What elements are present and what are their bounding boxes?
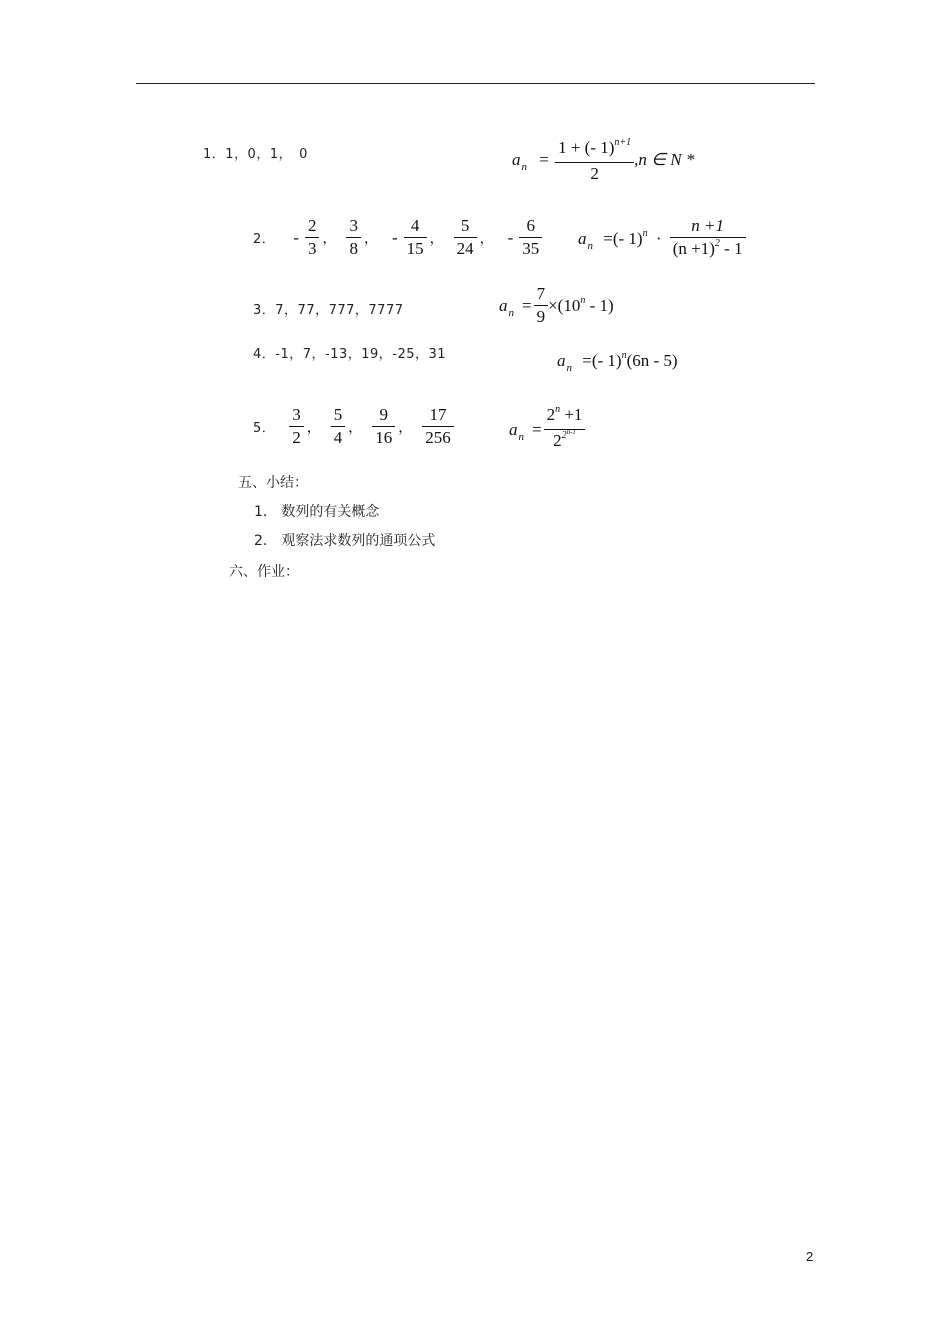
item-4-sequence: 4．-1，7，-13，19，-25，31 xyxy=(253,347,447,362)
item-1-sequence: 1．1，0，1， 0 xyxy=(203,147,308,162)
fraction: $\frac{3}{8}$ xyxy=(346,216,361,259)
summary-heading: 五、小结： xyxy=(238,475,308,491)
item-5-fraction: $\frac{2^n +1}{2^{2n-1}}$ xyxy=(544,405,586,454)
item-3-formula: $a_n$ = $\frac{7}{9}$ $\times(10^n - 1)$ xyxy=(499,284,614,326)
item-3-fraction: $\frac{7}{9}$ xyxy=(534,284,549,327)
fraction: $\frac{4}{15}$ xyxy=(404,216,427,259)
item-3-sequence: 3．7，77，777，7777 xyxy=(253,303,404,318)
fraction: $\frac{5}{4}$ xyxy=(331,405,346,448)
header-rule xyxy=(136,83,815,84)
fraction: $\frac{5}{24}$ xyxy=(454,216,477,259)
fraction: $\frac{3}{2}$ xyxy=(289,405,304,448)
item-5-formula: $a_n$ = $\frac{2^n +1}{2^{2n-1}}$ xyxy=(509,405,585,454)
item-1-formula: $a_n$ = $\frac{1 + (- 1)^{n+1}}{2}$ ,n ∈ N * xyxy=(512,137,695,183)
item-4-formula: $a_n$ =(- 1)$^n$(6n - 5) xyxy=(557,350,678,374)
fraction: $\frac{9}{16}$ xyxy=(372,405,395,448)
fraction: $\frac{17}{256}$ xyxy=(422,405,454,448)
fraction: $\frac{6}{35}$ xyxy=(519,216,542,259)
page-number: 2 xyxy=(806,1249,814,1264)
item-2-sequence: 2． - $\frac{2}{3}$ ， $\frac{3}{8}$ ， - $\frac{4}{15}$ ， $\frac{5}{24}$ ， - $\frac{6}{35}$ xyxy=(253,216,542,259)
homework-heading: 六、作业： xyxy=(229,564,299,580)
item-5-sequence: 5． $\frac{3}{2}$ ， $\frac{5}{4}$ ， $\frac{9}{16}$ ， $\frac{17}{256}$ xyxy=(253,405,454,448)
summary-point-1: 1． 数列的有关概念 xyxy=(254,504,380,520)
item-2-formula: $a_n$ =(- 1)$^n$ · $\frac{n +1}{(n +1)^2 - 1}$ xyxy=(578,216,746,262)
item-2-fraction: $\frac{n +1}{(n +1)^2 - 1}$ xyxy=(670,216,746,262)
item-1-fraction: $\frac{1 + (- 1)^{n+1}}{2}$ xyxy=(555,138,634,184)
fraction: $\frac{2}{3}$ xyxy=(305,216,320,259)
summary-point-2: 2． 观察法求数列的通项公式 xyxy=(254,533,436,549)
